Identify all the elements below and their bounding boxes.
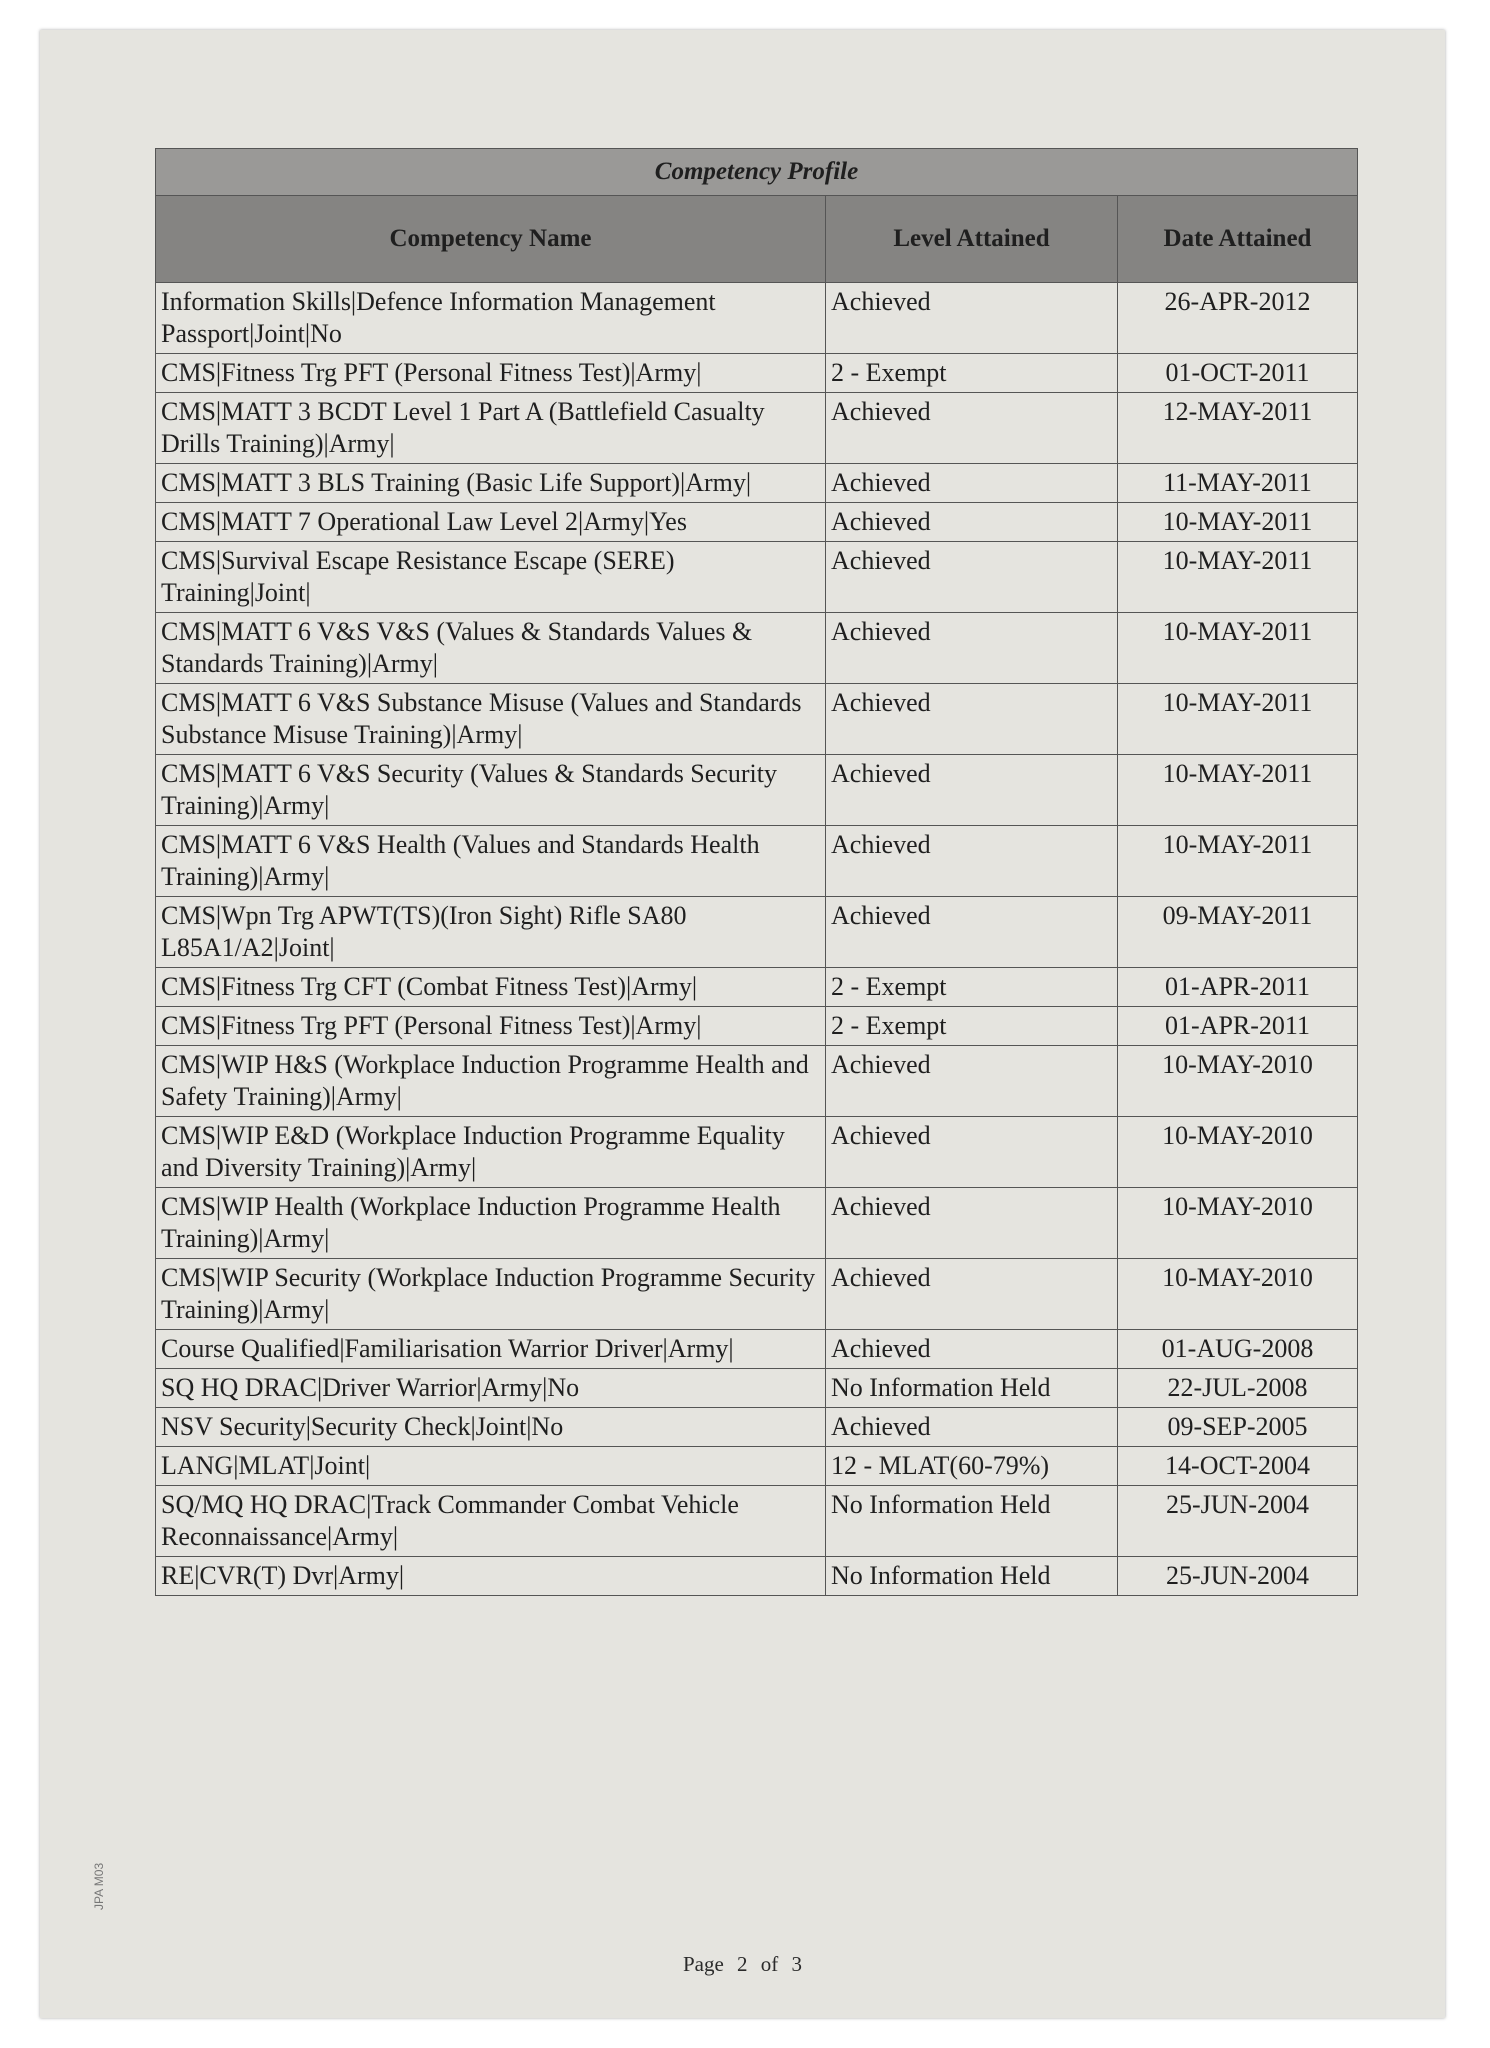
- competency-name: CMS|Fitness Trg CFT (Combat Fitness Test)|Army|: [156, 968, 826, 1007]
- table-row: [156, 1486, 1358, 1557]
- table-row: [156, 1557, 1358, 1596]
- table-row: [156, 1408, 1358, 1447]
- competency-name: CMS|WIP Security (Workplace Induction Programme Security Training)|Army|: [156, 1259, 826, 1330]
- competency-name: SQ/MQ HQ DRAC|Track Commander Combat Vehicle Reconnaissance|Army|: [156, 1486, 826, 1557]
- date-attained: 10-MAY-2010: [1118, 1188, 1358, 1259]
- header-date-attained: Date Attained: [1118, 196, 1358, 283]
- table-row: [156, 464, 1358, 503]
- date-attained: 01-APR-2011: [1118, 968, 1358, 1007]
- table-row: [156, 826, 1358, 897]
- date-attained: 25-JUN-2004: [1118, 1486, 1358, 1557]
- table-row: [156, 503, 1358, 542]
- table-row: [156, 1117, 1358, 1188]
- table-title: Competency Profile: [156, 149, 1358, 196]
- level-attained: No Information Held: [826, 1486, 1118, 1557]
- table-row: [156, 1259, 1358, 1330]
- competency-name: CMS|WIP H&S (Workplace Induction Programme Health and Safety Training)|Army|: [156, 1046, 826, 1117]
- table-row: [156, 1046, 1358, 1117]
- date-attained: 22-JUL-2008: [1118, 1369, 1358, 1408]
- competency-name: SQ HQ DRAC|Driver Warrior|Army|No: [156, 1369, 826, 1408]
- date-attained: 26-APR-2012: [1118, 283, 1358, 354]
- table-row: [156, 354, 1358, 393]
- date-attained: 11-MAY-2011: [1118, 464, 1358, 503]
- level-attained: Achieved: [826, 826, 1118, 897]
- competency-name: CMS|MATT 3 BLS Training (Basic Life Support)|Army|: [156, 464, 826, 503]
- level-attained: 12 - MLAT(60-79%): [826, 1447, 1118, 1486]
- competency-name: CMS|MATT 6 V&S Security (Values & Standards Security Training)|Army|: [156, 755, 826, 826]
- date-attained: 01-AUG-2008: [1118, 1330, 1358, 1369]
- competency-name: CMS|MATT 3 BCDT Level 1 Part A (Battlefield Casualty Drills Training)|Army|: [156, 393, 826, 464]
- competency-name: Information Skills|Defence Information Management Passport|Joint|No: [156, 283, 826, 354]
- level-attained: Achieved: [826, 503, 1118, 542]
- table-row: [156, 968, 1358, 1007]
- date-attained: 10-MAY-2011: [1118, 613, 1358, 684]
- level-attained: Achieved: [826, 283, 1118, 354]
- level-attained: Achieved: [826, 1259, 1118, 1330]
- competency-name: CMS|MATT 6 V&S V&S (Values & Standards Values & Standards Training)|Army|: [156, 613, 826, 684]
- level-attained: Achieved: [826, 1188, 1118, 1259]
- competency-name: NSV Security|Security Check|Joint|No: [156, 1408, 826, 1447]
- date-attained: 01-APR-2011: [1118, 1007, 1358, 1046]
- table-row: [156, 393, 1358, 464]
- competency-name: CMS|MATT 6 V&S Health (Values and Standards Health Training)|Army|: [156, 826, 826, 897]
- level-attained: Achieved: [826, 464, 1118, 503]
- competency-name: CMS|MATT 6 V&S Substance Misuse (Values and Standards Substance Misuse Training)|Army|: [156, 684, 826, 755]
- competency-name: Course Qualified|Familiarisation Warrior Driver|Army|: [156, 1330, 826, 1369]
- level-attained: 2 - Exempt: [826, 354, 1118, 393]
- date-attained: 14-OCT-2004: [1118, 1447, 1358, 1486]
- competency-profile-table: [155, 148, 1358, 1596]
- form-code: JPA M03: [92, 1862, 106, 1910]
- date-attained: 09-SEP-2005: [1118, 1408, 1358, 1447]
- table-row: [156, 1447, 1358, 1486]
- table-row: [156, 542, 1358, 613]
- table-row: [156, 613, 1358, 684]
- document-page: [40, 30, 1445, 2018]
- date-attained: 25-JUN-2004: [1118, 1557, 1358, 1596]
- level-attained: Achieved: [826, 1117, 1118, 1188]
- date-attained: 10-MAY-2010: [1118, 1259, 1358, 1330]
- table-row: [156, 1369, 1358, 1408]
- competency-name: CMS|Survival Escape Resistance Escape (SERE) Training|Joint|: [156, 542, 826, 613]
- date-attained: 10-MAY-2011: [1118, 826, 1358, 897]
- level-attained: Achieved: [826, 755, 1118, 826]
- level-attained: Achieved: [826, 542, 1118, 613]
- table-row: [156, 1188, 1358, 1259]
- date-attained: 10-MAY-2010: [1118, 1046, 1358, 1117]
- competency-name: CMS|Wpn Trg APWT(TS)(Iron Sight) Rifle SA80 L85A1/A2|Joint|: [156, 897, 826, 968]
- level-attained: No Information Held: [826, 1557, 1118, 1596]
- level-attained: Achieved: [826, 393, 1118, 464]
- level-attained: 2 - Exempt: [826, 1007, 1118, 1046]
- level-attained: Achieved: [826, 1046, 1118, 1117]
- competency-name: CMS|Fitness Trg PFT (Personal Fitness Test)|Army|: [156, 354, 826, 393]
- table-row: [156, 1330, 1358, 1369]
- date-attained: 12-MAY-2011: [1118, 393, 1358, 464]
- date-attained: 10-MAY-2011: [1118, 542, 1358, 613]
- competency-name: CMS|MATT 7 Operational Law Level 2|Army|Yes: [156, 503, 826, 542]
- header-competency-name: Competency Name: [156, 196, 826, 283]
- level-attained: 2 - Exempt: [826, 968, 1118, 1007]
- table-header-row: [156, 196, 1358, 283]
- level-attained: Achieved: [826, 684, 1118, 755]
- date-attained: 10-MAY-2010: [1118, 1117, 1358, 1188]
- header-level-attained: Level Attained: [826, 196, 1118, 283]
- competency-name: CMS|WIP E&D (Workplace Induction Programme Equality and Diversity Training)|Army|: [156, 1117, 826, 1188]
- level-attained: No Information Held: [826, 1369, 1118, 1408]
- table-row: [156, 684, 1358, 755]
- date-attained: 10-MAY-2011: [1118, 684, 1358, 755]
- date-attained: 01-OCT-2011: [1118, 354, 1358, 393]
- table-row: [156, 1007, 1358, 1046]
- date-attained: 09-MAY-2011: [1118, 897, 1358, 968]
- page-number: Page 2 of 3: [682, 1952, 803, 1976]
- date-attained: 10-MAY-2011: [1118, 755, 1358, 826]
- level-attained: Achieved: [826, 1330, 1118, 1369]
- table-title-row: [156, 149, 1358, 196]
- competency-name: LANG|MLAT|Joint|: [156, 1447, 826, 1486]
- competency-name: RE|CVR(T) Dvr|Army|: [156, 1557, 826, 1596]
- table-row: [156, 755, 1358, 826]
- table-row: [156, 897, 1358, 968]
- competency-name: CMS|Fitness Trg PFT (Personal Fitness Test)|Army|: [156, 1007, 826, 1046]
- table-row: [156, 283, 1358, 354]
- date-attained: 10-MAY-2011: [1118, 503, 1358, 542]
- level-attained: Achieved: [826, 613, 1118, 684]
- table-body: [156, 283, 1358, 1596]
- competency-name: CMS|WIP Health (Workplace Induction Programme Health Training)|Army|: [156, 1188, 826, 1259]
- level-attained: Achieved: [826, 897, 1118, 968]
- level-attained: Achieved: [826, 1408, 1118, 1447]
